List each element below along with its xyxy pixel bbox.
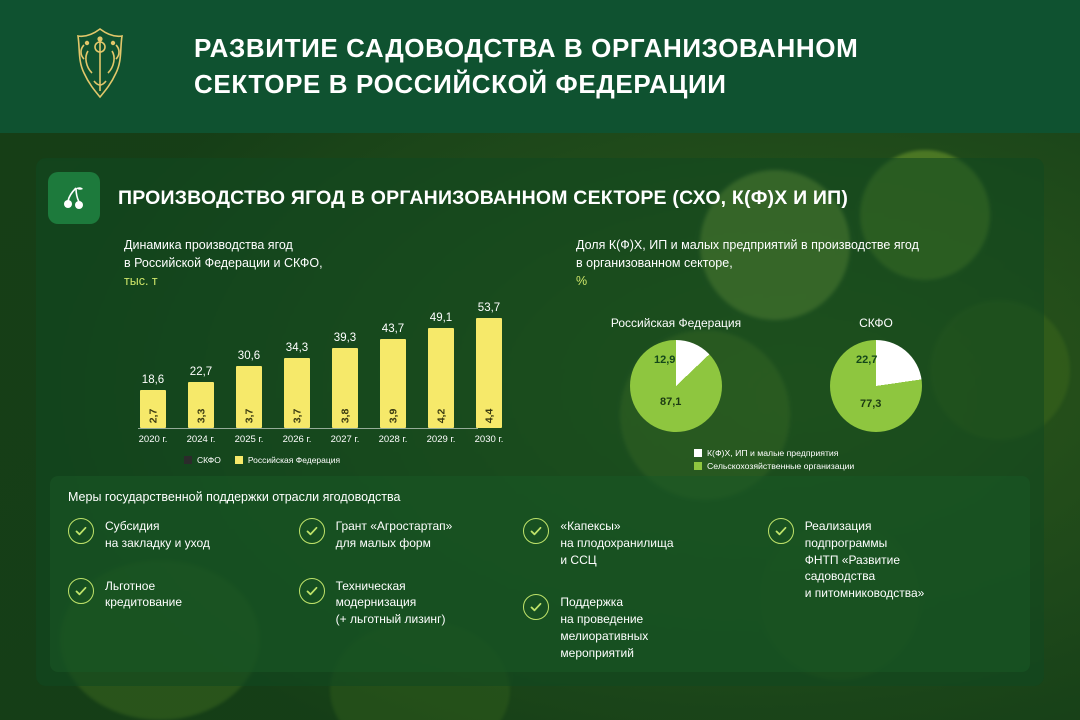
measures-column bbox=[68, 518, 299, 662]
bar-total-label: 22,7 bbox=[189, 366, 213, 379]
legend-item bbox=[184, 455, 221, 465]
x-tick: 2027 г. bbox=[330, 434, 360, 446]
bar-total-label: 30,6 bbox=[237, 350, 261, 363]
check-circle-icon bbox=[299, 578, 325, 604]
pie-chart-rf bbox=[576, 316, 776, 432]
support-measures-grid bbox=[68, 518, 1012, 662]
bar-group bbox=[426, 312, 456, 428]
measure-line: (+ льготный лизинг) bbox=[335, 612, 446, 627]
bar-group bbox=[186, 366, 216, 428]
bar-inner-label: 3,7 bbox=[242, 409, 255, 424]
bar-chart-title-line1: Динамика производства ягод bbox=[124, 238, 293, 252]
bar-inner-label: 3,3 bbox=[194, 409, 207, 424]
bar-chart-plot bbox=[124, 302, 544, 428]
bar-total-label: 18,6 bbox=[141, 374, 165, 387]
measure-line: модернизация bbox=[335, 595, 417, 610]
check-circle-icon bbox=[299, 518, 325, 544]
measure-item bbox=[68, 518, 299, 552]
bar-chart-title-line2: в Российской Федерации и СКФО, bbox=[124, 256, 323, 271]
bar-total-label: 34,3 bbox=[285, 342, 309, 355]
measure-line: на проведение bbox=[560, 612, 644, 627]
measures-column bbox=[768, 518, 1012, 662]
measure-line: на плодохранилища bbox=[560, 535, 674, 550]
bar-group bbox=[474, 302, 504, 428]
page-header bbox=[0, 0, 1080, 133]
measure-line: мелиоративных bbox=[560, 628, 649, 643]
pie-slice-label-large: 87,1 bbox=[660, 396, 682, 409]
measure-line: и питомниководства» bbox=[804, 586, 925, 601]
legend-swatch-agri-orgs bbox=[694, 462, 702, 470]
measure-line: мероприятий bbox=[560, 645, 634, 660]
measure-text bbox=[336, 518, 453, 552]
pie-chart-title: СКФО bbox=[859, 316, 893, 331]
legend-item bbox=[694, 448, 1006, 458]
x-tick: 2024 г. bbox=[186, 434, 216, 446]
pie-graphic bbox=[630, 340, 722, 432]
measure-line: кредитование bbox=[105, 595, 182, 610]
bar bbox=[428, 328, 454, 428]
legend-swatch-rf bbox=[235, 456, 243, 464]
bar-inner-label: 4,2 bbox=[434, 409, 447, 424]
measure-line: и ССЦ bbox=[560, 552, 597, 567]
measure-line: Грант «Агростартап» bbox=[335, 519, 453, 533]
pie-chart-row bbox=[576, 316, 1006, 432]
measure-line: Субсидия bbox=[105, 519, 160, 533]
bar-inner-label: 3,7 bbox=[290, 409, 303, 424]
pie-slice-label-small: 22,7 bbox=[856, 354, 878, 367]
measure-line: на закладку и уход bbox=[105, 535, 210, 550]
measure-line: «Капексы» bbox=[560, 519, 621, 533]
pie-chart-skfo bbox=[776, 316, 976, 432]
x-axis-line bbox=[138, 428, 478, 429]
check-circle-icon bbox=[523, 518, 549, 544]
check-circle-icon bbox=[68, 518, 94, 544]
x-tick: 2026 г. bbox=[282, 434, 312, 446]
pie-slice-label-large: 77,3 bbox=[860, 398, 882, 411]
pie-chart-title: Российская Федерация bbox=[610, 316, 742, 331]
bar-chart-unit: тыс. т bbox=[124, 274, 158, 289]
measure-item bbox=[68, 578, 299, 612]
measures-column bbox=[299, 518, 524, 662]
measure-text bbox=[336, 578, 446, 628]
check-circle-icon bbox=[523, 594, 549, 620]
legend-label: К(Ф)Х, ИП и малые предприятия bbox=[707, 448, 839, 459]
bar-group bbox=[330, 332, 360, 428]
support-measures-title: Меры государственной поддержки отрасли ягодоводства bbox=[68, 490, 401, 504]
bar-inner-label: 4,4 bbox=[482, 409, 495, 424]
bar bbox=[188, 382, 214, 428]
bar-inner-label: 3,8 bbox=[338, 409, 351, 424]
pie-chart-title-line1: Доля К(Ф)Х, ИП и малых предприятий в производстве ягод bbox=[576, 238, 919, 252]
check-circle-icon bbox=[768, 518, 794, 544]
x-tick: 2030 г. bbox=[474, 434, 504, 446]
measure-line: Льготное bbox=[105, 578, 156, 593]
bar bbox=[284, 358, 310, 428]
page-title: РАЗВИТИЕ САДОВОДСТВА В ОРГАНИЗОВАННОМ СЕКТОРЕ В РОССИЙСКОЙ ФЕДЕРАЦИИ bbox=[194, 33, 859, 99]
bar-total-label: 49,1 bbox=[429, 312, 453, 325]
bar-chart-caption bbox=[124, 236, 544, 290]
measure-line: подпрограммы bbox=[804, 535, 888, 550]
pie-charts bbox=[576, 236, 1006, 474]
measure-text bbox=[560, 518, 673, 568]
legend-label: СКФО bbox=[197, 455, 221, 466]
bar bbox=[476, 318, 502, 428]
bar bbox=[236, 366, 262, 428]
measure-line: Реализация bbox=[804, 519, 872, 533]
legend-swatch-skfo bbox=[184, 456, 192, 464]
x-tick: 2029 г. bbox=[426, 434, 456, 446]
main-card bbox=[36, 158, 1044, 686]
bar-group bbox=[234, 350, 264, 428]
x-axis-labels bbox=[124, 434, 544, 445]
section-title: ПРОИЗВОДСТВО ЯГОД В ОРГАНИЗОВАННОМ СЕКТОРЕ (СХО, К(Ф)Х И ИП) bbox=[118, 186, 849, 209]
x-tick: 2025 г. bbox=[234, 434, 264, 446]
x-tick: 2028 г. bbox=[378, 434, 408, 446]
legend-item bbox=[694, 461, 1006, 471]
bar-total-label: 53,7 bbox=[477, 302, 501, 315]
bar-chart-legend bbox=[124, 455, 544, 465]
bar-group bbox=[138, 374, 168, 428]
measure-text bbox=[805, 518, 925, 602]
pie-chart-caption bbox=[576, 236, 1006, 290]
bar bbox=[380, 339, 406, 428]
bar-total-label: 39,3 bbox=[333, 332, 357, 345]
measure-line: ФНТП «Развитие bbox=[804, 552, 901, 567]
section-header bbox=[36, 158, 1044, 224]
legend-swatch-small-farms bbox=[694, 449, 702, 457]
check-circle-icon bbox=[68, 578, 94, 604]
pie-chart-legend bbox=[576, 448, 1006, 471]
x-tick: 2020 г. bbox=[138, 434, 168, 446]
measure-line: для малых форм bbox=[335, 535, 431, 550]
measure-item bbox=[768, 518, 1012, 602]
measure-text bbox=[560, 594, 648, 661]
bar-group bbox=[282, 342, 312, 428]
measure-line: Поддержка bbox=[560, 595, 623, 610]
support-measures-panel bbox=[50, 476, 1030, 672]
bar-inner-label: 2,7 bbox=[146, 409, 159, 424]
legend-label: Российская Федерация bbox=[247, 455, 341, 466]
measure-text bbox=[105, 578, 182, 612]
bar-group bbox=[378, 323, 408, 428]
measures-column bbox=[523, 518, 767, 662]
coat-of-arms-icon bbox=[52, 19, 148, 115]
bar-chart bbox=[124, 236, 544, 465]
legend-item bbox=[235, 455, 340, 465]
pie-graphic bbox=[830, 340, 922, 432]
pie-chart-title-line2: в организованном секторе, bbox=[576, 256, 733, 271]
bar-inner-label: 3,9 bbox=[386, 409, 399, 424]
bar-total-label: 43,7 bbox=[381, 323, 405, 336]
bar bbox=[140, 390, 166, 428]
measure-text bbox=[105, 518, 210, 552]
measure-item bbox=[299, 578, 524, 628]
measure-line: садоводства bbox=[804, 569, 876, 584]
measure-line: Техническая bbox=[335, 578, 406, 593]
cherry-icon bbox=[48, 172, 100, 224]
measure-item bbox=[523, 594, 767, 661]
legend-label: Сельскохозяйственные организации bbox=[707, 461, 855, 472]
pie-chart-unit: % bbox=[576, 274, 588, 289]
measure-item bbox=[523, 518, 767, 568]
pie-slice-label-small: 12,9 bbox=[654, 354, 676, 367]
bar bbox=[332, 348, 358, 428]
measure-item bbox=[299, 518, 524, 552]
